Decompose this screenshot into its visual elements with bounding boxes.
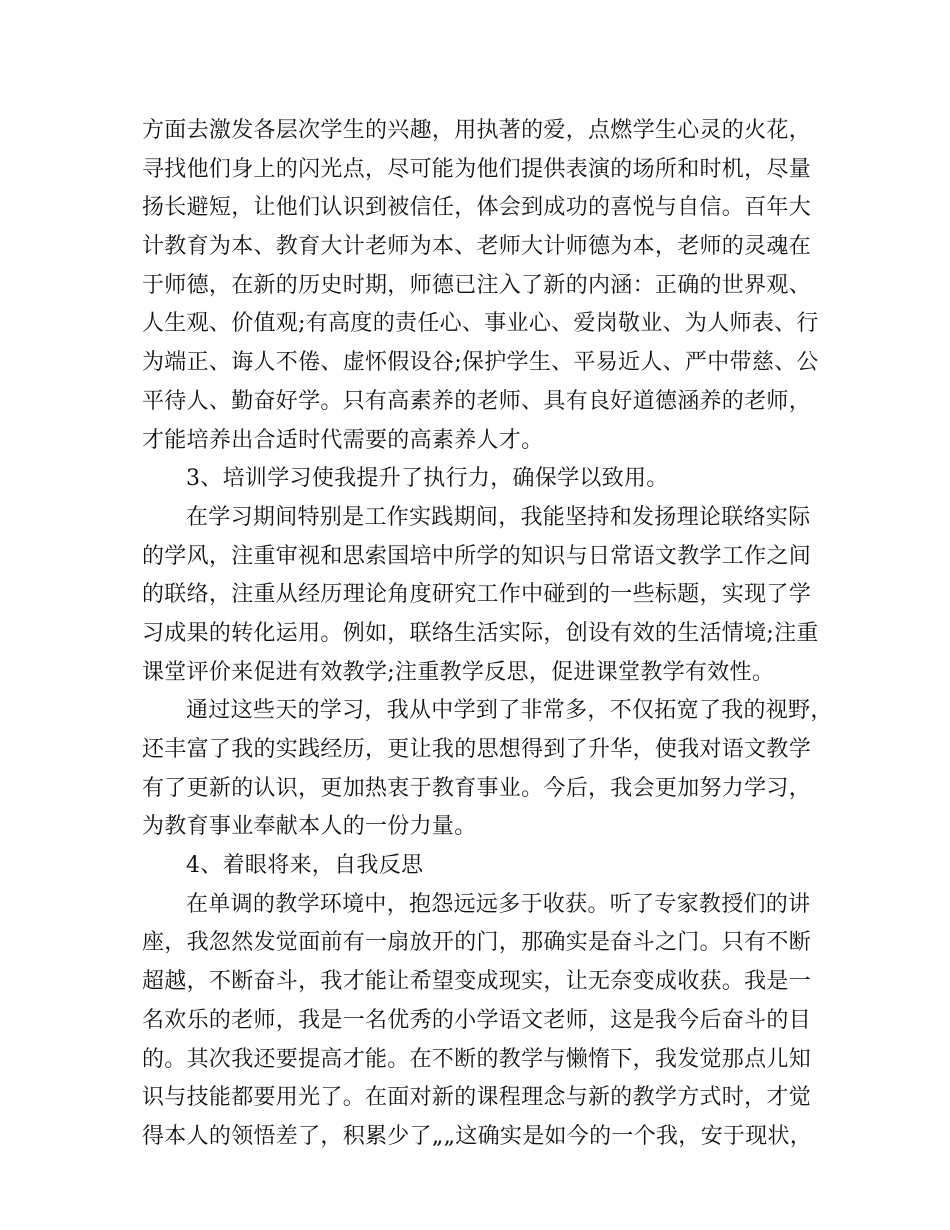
text-line: 有了更新的认识，更加热衷于教育事业。今后，我会更加努力学习， xyxy=(142,775,812,801)
text-line: 为教育事业奉献本人的一份力量。 xyxy=(142,814,477,840)
text-line: 名欢乐的老师，我是一名优秀的小学语文老师，这是我今后奋斗的目 xyxy=(142,1007,812,1033)
text-line: 识与技能都要用光了。在面对新的课程理念与新的教学方式时，才觉 xyxy=(142,1085,812,1111)
text-line: 于师德，在新的历史时期，师德已注入了新的内涵：正确的世界观、 xyxy=(142,272,812,298)
text-line: 得本人的领悟差了，积累少了„„这确实是如今的一个我，安于现状， xyxy=(142,1123,813,1149)
text-line: 的。其次我还要提高才能。在不断的教学与懒惰下，我发觉那点儿知 xyxy=(142,1046,812,1072)
text-line: 在学习期间特别是工作实践期间，我能坚持和发扬理论联络实际 xyxy=(186,504,811,530)
text-line: 计教育为本、教育大计老师为本、老师大计师德为本，老师的灵魂在 xyxy=(142,234,812,260)
text-line: 寻找他们身上的闪光点，尽可能为他们提供表演的场所和时机，尽量 xyxy=(142,156,812,182)
text-line: 在单调的教学环境中，抱怨远远多于收获。听了专家教授们的讲 xyxy=(186,891,811,917)
text-line: 习成果的转化运用。例如，联络生活实际，创设有效的生活情境;注重 xyxy=(142,620,819,646)
text-line: 扬长避短，让他们认识到被信任，体会到成功的喜悦与自信。百年大 xyxy=(142,195,812,221)
text-line: 方面去激发各层次学生的兴趣，用执著的爱，点燃学生心灵的火花， xyxy=(142,118,812,143)
text-line: 还丰富了我的实践经历，更让我的思想得到了升华，使我对语文教学 xyxy=(142,737,812,762)
text-line: 为端正、诲人不倦、虚怀假设谷;保护学生、平易近人、严中带慈、公 xyxy=(142,350,819,376)
text-line: 课堂评价来促进有效教学;注重教学反思，促进课堂教学有效性。 xyxy=(142,659,775,685)
text-line: 平待人、勤奋好学。只有高素养的老师、具有良好道德涵养的老师， xyxy=(142,388,812,414)
text-line: 才能培养出合适时代需要的高素养人才。 xyxy=(142,427,544,453)
body-text xyxy=(142,112,833,1157)
text-line: 3、培训学习使我提升了执行力，确保学以致用。 xyxy=(186,466,669,492)
text-line: 座，我忽然发觉面前有一扇放开的门，那确实是奋斗之门。只有不断 xyxy=(142,930,812,956)
text-line: 的联络，注重从经历理论角度研究工作中碰到的一些标题，实现了学 xyxy=(142,582,812,608)
text-line: 通过这些天的学习，我从中学到了非常多，不仅拓宽了我的视野， xyxy=(186,698,833,724)
text-line: 超越，不断奋斗，我才能让希望变成现实，让无奈变成收获。我是一 xyxy=(142,969,812,995)
text-line: 人生观、价值观;有高度的责任心、事业心、爱岗敬业、为人师表、行 xyxy=(142,311,819,337)
text-line: 的学风，注重审视和思索国培中所学的知识与日常语文教学工作之间 xyxy=(142,543,812,569)
text-line: 4、着眼将来，自我反思 xyxy=(186,853,424,879)
